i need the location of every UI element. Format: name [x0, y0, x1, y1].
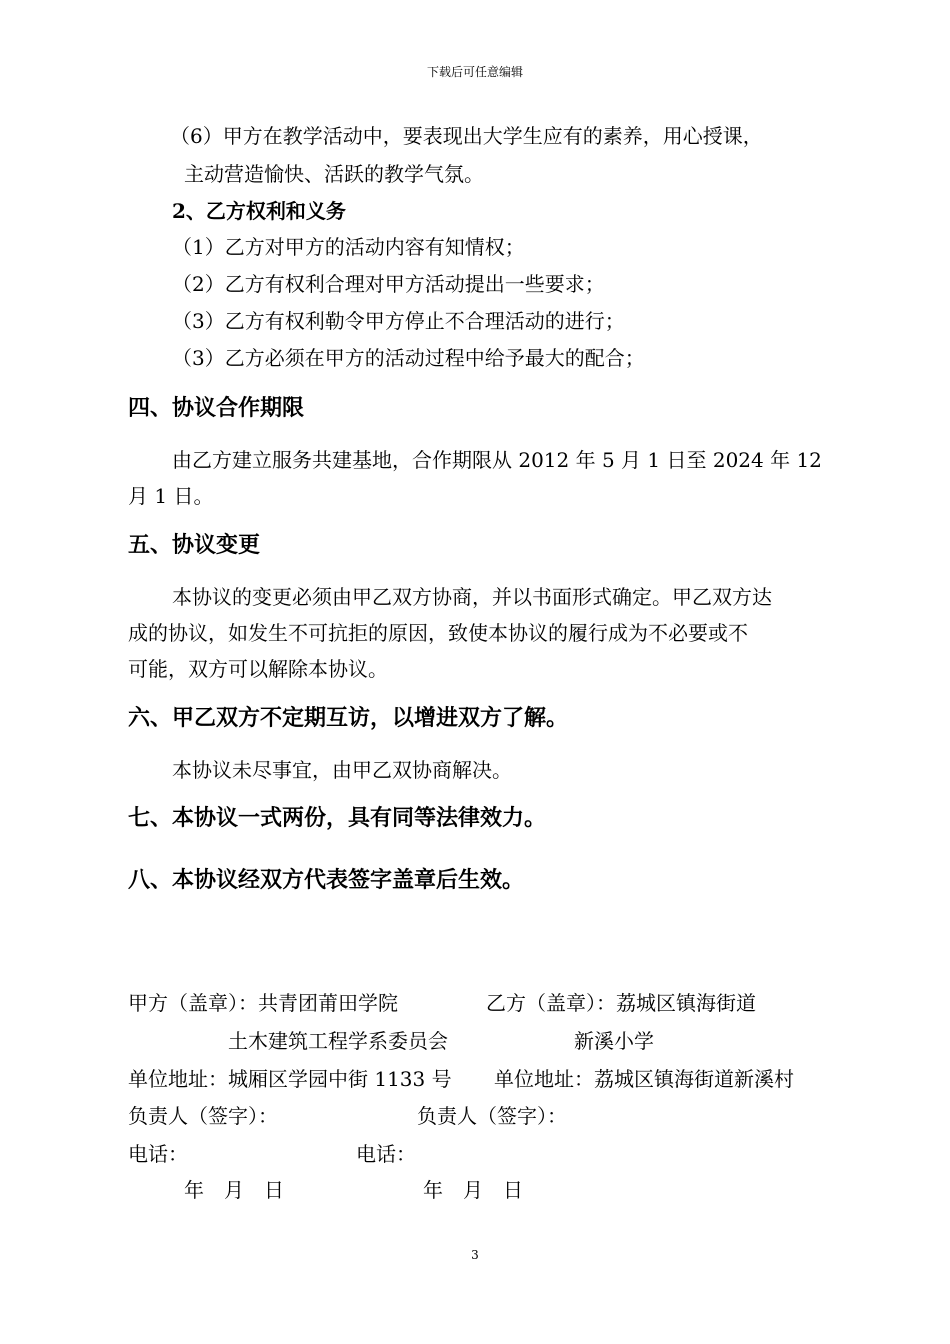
party-b-seal-label: 乙方（盖章）：荔城区镇海街道 — [486, 991, 756, 1015]
page-header: 下载后可任意编辑 — [426, 65, 523, 79]
list-item: （3）乙方必须在甲方的活动过程中给予最大的配合； — [172, 346, 645, 370]
party-b-representative: 负责人（签字）： — [417, 1104, 567, 1128]
party-b-phone: 电话： — [356, 1142, 416, 1166]
section-5-title: 五、协议变更 — [128, 533, 261, 558]
party-b-name-line-2: 新溪小学 — [574, 1029, 654, 1053]
party-a-representative: 负责人（签字）： — [128, 1104, 278, 1128]
party-a-address: 单位地址：城厢区学园中街 1133 号 — [128, 1067, 452, 1091]
section-6-line-1: 本协议未尽事宜，由甲乙双协商解决。 — [172, 758, 512, 782]
party-a-phone: 电话： — [128, 1142, 188, 1166]
section-5-line-3: 可能，双方可以解除本协议。 — [128, 657, 388, 681]
section-4-line-2: 月 1 日。 — [128, 484, 214, 508]
list-item: （1）乙方对甲方的活动内容有知情权； — [172, 235, 525, 259]
party-a-date: 年 月 日 — [184, 1178, 284, 1202]
subheading-party-b-rights: 2、乙方权利和义务 — [172, 199, 346, 223]
party-b-date: 年 月 日 — [423, 1178, 523, 1202]
section-4-title: 四、协议合作期限 — [128, 396, 305, 421]
party-a-name-line-2: 土木建筑工程学系委员会 — [228, 1029, 448, 1053]
party-b-address: 单位地址：荔城区镇海街道新溪村 — [494, 1067, 794, 1091]
section-5-line-2: 成的协议，如发生不可抗拒的原因，致使本协议的履行成为不必要或不 — [128, 621, 748, 645]
section-4-line-1: 由乙方建立服务共建基地，合作期限从 2012 年 5 月 1 日至 2024 年 12 — [172, 448, 822, 472]
section-8-title: 八、本协议经双方代表签字盖章后生效。 — [128, 868, 525, 893]
list-item: （2）乙方有权利合理对甲方活动提出一些要求； — [172, 272, 605, 296]
section-6-title: 六、甲乙双方不定期互访，以增进双方了解。 — [128, 706, 569, 731]
party-a-seal-label: 甲方（盖章）：共青团莆田学院 — [128, 991, 398, 1015]
item-6-line-2: 主动营造愉快、活跃的教学气氛。 — [184, 162, 484, 186]
page-number: 3 — [471, 1248, 479, 1262]
item-6-line-1: （6）甲方在教学活动中，要表现出大学生应有的素养，用心授课， — [170, 124, 763, 148]
section-7-title: 七、本协议一式两份，具有同等法律效力。 — [128, 806, 547, 831]
section-5-line-1: 本协议的变更必须由甲乙双方协商，并以书面形式确定。甲乙双方达 — [172, 585, 772, 609]
list-item: （3）乙方有权利勒令甲方停止不合理活动的进行； — [172, 309, 625, 333]
